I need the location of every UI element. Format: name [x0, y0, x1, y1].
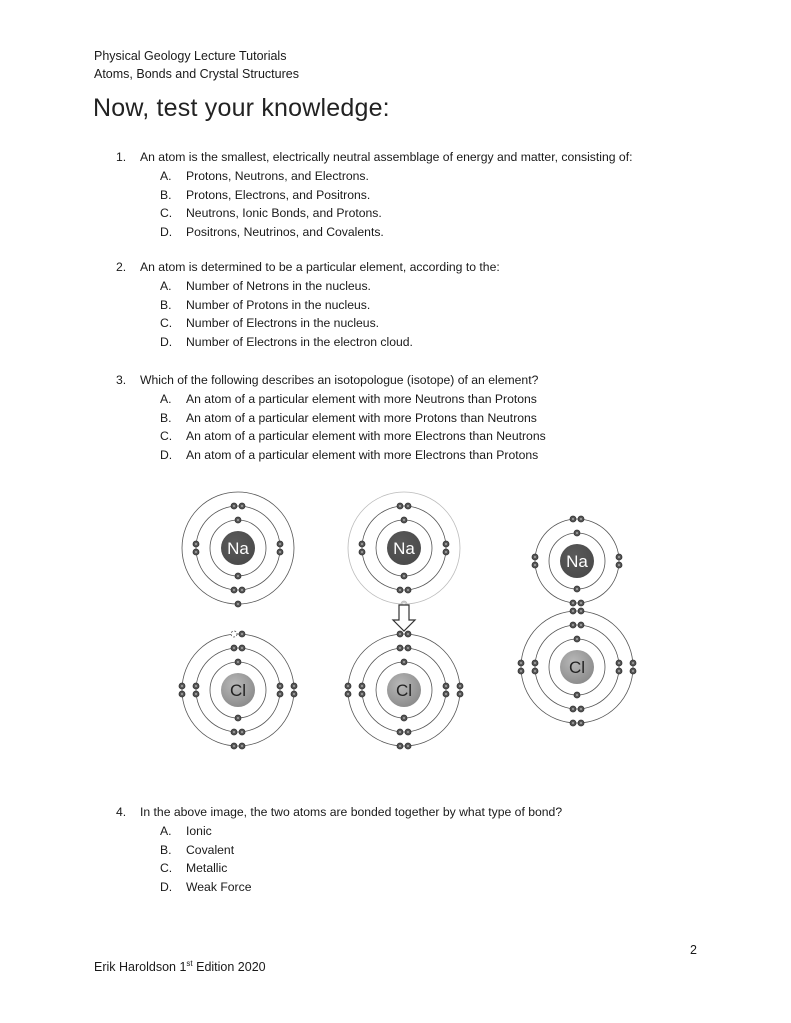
- electron-core: [195, 543, 197, 545]
- electron-core: [361, 551, 363, 553]
- electron-core: [403, 575, 405, 577]
- electron-core: [181, 693, 183, 695]
- electron-core: [237, 575, 239, 577]
- question-3: [116, 371, 546, 465]
- electron-core: [241, 731, 243, 733]
- electron-core: [403, 661, 405, 663]
- option-letter: C.: [160, 429, 173, 444]
- option-letter: A.: [160, 278, 172, 293]
- answer-option: [116, 186, 632, 205]
- electron-core: [399, 647, 401, 649]
- electron-core: [445, 551, 447, 553]
- electron-core: [195, 551, 197, 553]
- option-letter: A.: [160, 823, 172, 838]
- electron-core: [407, 731, 409, 733]
- answer-option: [116, 822, 562, 841]
- electron-core: [399, 589, 401, 591]
- electron-core: [572, 722, 574, 724]
- option-letter: B.: [160, 297, 172, 312]
- electron-core: [233, 745, 235, 747]
- electron-core: [580, 708, 582, 710]
- electron-core: [580, 722, 582, 724]
- electron-core: [279, 551, 281, 553]
- element-symbol: Na: [566, 552, 588, 571]
- footer-author: Erik Haroldson 1: [94, 960, 187, 974]
- question-text: An atom is determined to be a particular element, according to the:: [140, 260, 500, 274]
- question-text: Which of the following describes an isotopologue (isotope) of an element?: [140, 373, 539, 387]
- electron-core: [403, 519, 405, 521]
- question-stem: [116, 371, 546, 390]
- electron-core: [576, 694, 578, 696]
- electron-core: [572, 518, 574, 520]
- electron-core: [534, 556, 536, 558]
- electron-core: [237, 603, 239, 605]
- answer-option: [116, 878, 562, 897]
- electron-core: [580, 602, 582, 604]
- answer-options: [116, 822, 562, 897]
- electron-core: [580, 610, 582, 612]
- sodium-atom: [182, 492, 294, 607]
- electron-core: [576, 588, 578, 590]
- chlorine-atom: [518, 608, 636, 726]
- footer-edition: Edition 2020: [192, 960, 266, 974]
- element-symbol: Cl: [229, 681, 247, 700]
- question-stem: [116, 258, 500, 277]
- electron-core: [347, 693, 349, 695]
- option-text: Positrons, Neutrinos, and Covalents.: [186, 225, 384, 240]
- electron-core: [520, 670, 522, 672]
- electron-core: [407, 633, 409, 635]
- option-letter: D.: [160, 225, 173, 240]
- question-number: 4.: [116, 805, 127, 819]
- electron-core: [403, 717, 405, 719]
- electron-core: [618, 670, 620, 672]
- answer-option: [116, 314, 500, 333]
- electron-core: [572, 602, 574, 604]
- option-letter: D.: [160, 335, 173, 350]
- electron-core: [534, 564, 536, 566]
- electron-core: [279, 685, 281, 687]
- sodium-atom: [348, 492, 460, 607]
- electron-core: [618, 662, 620, 664]
- electron-core: [618, 564, 620, 566]
- electron-core: [445, 543, 447, 545]
- electron-core: [293, 693, 295, 695]
- option-text: Protons, Electrons, and Positrons.: [186, 187, 371, 202]
- option-text: Weak Force: [186, 880, 252, 895]
- element-symbol: Na: [227, 539, 249, 558]
- option-text: Number of Protons in the nucleus.: [186, 297, 371, 312]
- electron-core: [241, 505, 243, 507]
- electron-core: [445, 693, 447, 695]
- electron-core: [572, 708, 574, 710]
- arrow-shape: [393, 605, 415, 631]
- document-footer: [94, 960, 266, 974]
- electron-core: [572, 624, 574, 626]
- electron-core: [237, 717, 239, 719]
- question-stem: [116, 803, 562, 822]
- electron-core: [181, 685, 183, 687]
- option-letter: B.: [160, 187, 172, 202]
- electron-core: [618, 556, 620, 558]
- answer-option: [116, 446, 546, 465]
- electron-core: [632, 670, 634, 672]
- electron-core: [233, 589, 235, 591]
- option-letter: C.: [160, 206, 173, 221]
- question-text: An atom is the smallest, electrically neutral assemblage of energy and matter, consisting of:: [140, 150, 633, 164]
- electron-core: [399, 731, 401, 733]
- electron-core: [279, 543, 281, 545]
- electron-core: [361, 685, 363, 687]
- option-text: Neutrons, Ionic Bonds, and Protons.: [186, 206, 382, 221]
- electron-core: [241, 745, 243, 747]
- electron-core: [241, 633, 243, 635]
- option-text: An atom of a particular element with more Electrons than Protons: [186, 448, 539, 463]
- atom-diagram-svg: [165, 485, 655, 765]
- electron-vacancy: [231, 631, 237, 637]
- question-number: 3.: [116, 373, 127, 387]
- electron-core: [580, 624, 582, 626]
- electron-core: [407, 745, 409, 747]
- electron-core: [347, 685, 349, 687]
- answer-option: [116, 427, 546, 446]
- question-1: [116, 148, 632, 242]
- electron-core: [520, 662, 522, 664]
- electron-core: [407, 505, 409, 507]
- electron-core: [407, 589, 409, 591]
- option-letter: A.: [160, 168, 172, 183]
- answer-option: [116, 223, 632, 242]
- option-text: Number of Electrons in the electron cloud.: [186, 335, 413, 350]
- electron-core: [195, 693, 197, 695]
- answer-option: [116, 277, 500, 296]
- sodium-atom: [532, 516, 622, 606]
- transfer-arrow-icon: [393, 605, 415, 631]
- option-text: An atom of a particular element with more Neutrons than Protons: [186, 391, 537, 406]
- option-text: Covalent: [186, 842, 235, 857]
- electron-core: [237, 519, 239, 521]
- answer-option: [116, 333, 500, 352]
- electron-core: [361, 543, 363, 545]
- course-title: Physical Geology Lecture Tutorials: [94, 49, 287, 63]
- answer-option: [116, 167, 632, 186]
- option-letter: A.: [160, 391, 172, 406]
- question-text: In the above image, the two atoms are bonded together by what type of bond?: [140, 805, 563, 819]
- electron-core: [279, 693, 281, 695]
- option-text: An atom of a particular element with more Electrons than Neutrons: [186, 429, 546, 444]
- option-text: Number of Electrons in the nucleus.: [186, 316, 380, 331]
- electron-core: [237, 661, 239, 663]
- electron-core: [233, 505, 235, 507]
- electron-core: [241, 647, 243, 649]
- option-letter: C.: [160, 861, 173, 876]
- electron-core: [361, 693, 363, 695]
- electron-core: [576, 532, 578, 534]
- question-stem: [116, 148, 632, 167]
- electron-core: [293, 685, 295, 687]
- electron-core: [459, 685, 461, 687]
- option-text: Protons, Neutrons, and Electrons.: [186, 168, 369, 183]
- option-text: An atom of a particular element with more Protons than Neutrons: [186, 410, 537, 425]
- electron-core: [576, 638, 578, 640]
- footer-ordinal: st: [186, 958, 193, 968]
- answer-option: [116, 409, 546, 428]
- question-number: 2.: [116, 260, 127, 274]
- option-letter: C.: [160, 316, 173, 331]
- electron-core: [572, 610, 574, 612]
- page-title: Now, test your knowledge:: [93, 94, 390, 122]
- element-symbol: Cl: [568, 658, 586, 677]
- electron-core: [580, 518, 582, 520]
- option-letter: D.: [160, 880, 173, 895]
- electron-core: [534, 662, 536, 664]
- answer-options: [116, 167, 632, 242]
- ionic-bond-diagram: [165, 485, 655, 765]
- question-4: [116, 803, 562, 897]
- answer-option: [116, 859, 562, 878]
- electron-core: [241, 589, 243, 591]
- question-number: 1.: [116, 150, 127, 164]
- answer-option: [116, 204, 632, 223]
- electron-core: [399, 633, 401, 635]
- electron-core: [407, 647, 409, 649]
- answer-option: [116, 296, 500, 315]
- electron-core: [233, 647, 235, 649]
- electron-core: [445, 685, 447, 687]
- electron-core: [233, 731, 235, 733]
- question-2: [116, 258, 500, 352]
- option-text: Metallic: [186, 861, 228, 876]
- option-letter: B.: [160, 842, 172, 857]
- electron-core: [399, 745, 401, 747]
- electron-core: [632, 662, 634, 664]
- electron-core: [195, 685, 197, 687]
- document-header: [94, 47, 299, 83]
- element-symbol: Na: [393, 539, 415, 558]
- element-symbol: Cl: [395, 681, 413, 700]
- answer-options: [116, 390, 546, 465]
- option-text: Number of Netrons in the nucleus.: [186, 278, 371, 293]
- chlorine-atom: [345, 631, 463, 749]
- option-text: Ionic: [186, 823, 212, 838]
- answer-option: [116, 841, 562, 860]
- electron-core: [459, 693, 461, 695]
- option-letter: D.: [160, 448, 173, 463]
- section-title: Atoms, Bonds and Crystal Structures: [94, 67, 299, 81]
- electron-core: [534, 670, 536, 672]
- electron-core: [399, 505, 401, 507]
- answer-option: [116, 390, 546, 409]
- answer-options: [116, 277, 500, 352]
- chlorine-atom: [179, 631, 297, 749]
- page-number: 2: [690, 943, 697, 957]
- option-letter: B.: [160, 410, 172, 425]
